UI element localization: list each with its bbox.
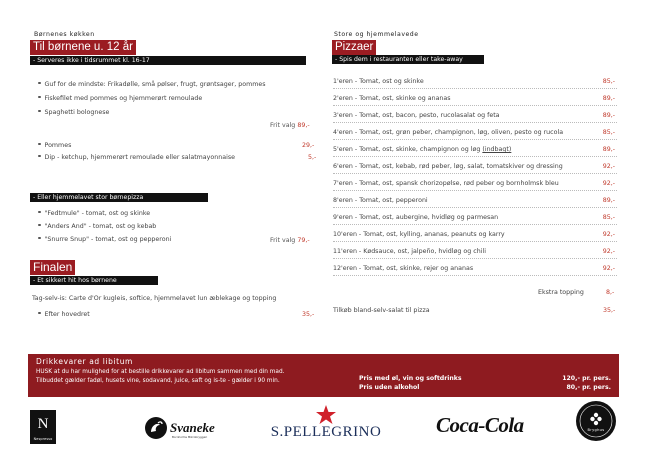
drinks-option-1-label: Pris med øl, vin og softdrinks — [359, 375, 462, 382]
bullet-icon — [38, 211, 41, 214]
svaneke-subtitle: Bornholms Mikrobryggeri — [172, 435, 208, 439]
kids-pizza-item: "Anders And" - tomat, ost og kebab — [38, 222, 156, 231]
pizza-title: Pizzaer — [332, 40, 376, 55]
kids-item: Spaghetti bolognese — [38, 108, 109, 117]
bryghus-badge-icon — [574, 398, 618, 444]
pizza-row: 12'eren - Tomat, ost, skinke, rejer og ananas 92,- — [333, 262, 617, 276]
red-star-icon — [315, 404, 337, 426]
drinks-option-1-price: 120,- pr. pers. — [562, 375, 611, 382]
pizza-row: 3'eren - Tomat, ost, bacon, pesto, rucolasalat og feta 89,- — [333, 109, 617, 123]
bullet-icon — [38, 312, 41, 315]
pizza-row: 10'eren - Tomat, ost, kylling, ananas, peanuts og karry 92,- — [333, 228, 617, 242]
bryghus-logo — [574, 398, 618, 444]
pellegrino-logo — [262, 404, 390, 444]
pizza-row: 6'eren - Tomat, ost, kebab, rød peber, løg, salat, tomatskiver og dressing 92,- — [333, 160, 617, 174]
swan-icon — [143, 416, 169, 440]
kids-pizza-item: "Fedtmule" - tomat, ost og skinke — [38, 209, 150, 218]
bullet-icon — [38, 155, 41, 158]
kids-title: Til børnene u. 12 år — [30, 40, 136, 55]
bullet-icon — [38, 224, 41, 227]
bryghus-wordmark: Bryghus — [587, 428, 605, 432]
kids-section-label: Børnenes køkken — [34, 31, 95, 38]
pizza-row: 8'eren - Tomat, ost, pepperoni 89,- — [333, 194, 617, 208]
finale-subtitle: - Et sikkert hit hos børnene — [30, 276, 158, 285]
bullet-icon — [38, 96, 41, 99]
nespresso-logo — [30, 410, 56, 444]
finale-description: Tag-selv-is: Carte d'Or kugleis, softice, hjemmelavet lun æblekage og topping — [32, 295, 277, 302]
salad-price: 35,- — [603, 307, 616, 314]
bullet-icon — [38, 143, 41, 146]
nespresso-wordmark: Nespresso — [33, 437, 53, 441]
svaneke-wordmark: Svaneke — [170, 420, 215, 435]
drinks-line-2: Tilbuddet gælder fadøl, husets vine, sodavand, juice, saft og is-te - gælder i 90 min. — [36, 378, 280, 384]
kids-item: Fiskefilet med pommes og hjemmerørt remoulade — [38, 94, 202, 103]
drinks-option-2-price: 80,- pr. pers. — [566, 384, 611, 391]
kids-extra-price: 29,- — [302, 142, 315, 149]
pellegrino-wordmark: S.PELLEGRINO — [270, 424, 382, 440]
kids-pizza-subtitle: - Eller hjemmelavet stor børnepizza — [30, 193, 208, 202]
pizza-row: 4'eren - Tomat, ost, grøn peber, champignon, løg, oliven, pesto og rucola 85,- — [333, 126, 617, 140]
drinks-option-2-label: Pris uden alkohol — [359, 384, 420, 391]
pizza-row: 1'eren - Tomat, ost og skinke 85,- — [333, 75, 617, 89]
bullet-icon — [38, 237, 41, 240]
pizza-row: 5'eren - Tomat, ost, skinke, champignon og løg (indbagt) 89,- — [333, 143, 617, 157]
pizza-subtitle: - Spis dem i restauranten eller take-away — [332, 55, 484, 64]
pizza-row: 11'eren - Kødsauce, ost, jalpeño, hvidløg og chili 92,- — [333, 245, 617, 259]
extra-topping-price: 8,- — [606, 289, 615, 296]
drinks-banner — [28, 354, 619, 397]
drinks-title: Drikkevarer ad libitum — [36, 357, 133, 366]
bullet-icon — [38, 82, 41, 85]
kids-free-choice-2: Frit valg 79,- — [270, 237, 310, 244]
cocacola-wordmark: Coca-Cola — [436, 413, 524, 437]
nespresso-n-icon: N — [37, 416, 49, 432]
kids-subtitle: - Serveres ikke i tidsrummet kl. 16-17 — [30, 56, 306, 65]
extra-topping-label: Ekstra topping — [538, 289, 584, 296]
kids-free-choice-1: Frit valg 89,- — [270, 122, 310, 129]
kids-extra-price: 5,- — [308, 154, 317, 161]
pizza-row: 9'eren - Tomat, ost, aubergine, hvidløg og parmesan 85,- — [333, 211, 617, 225]
cocacola-logo — [436, 413, 524, 443]
drinks-line-1: HUSK at du har mulighed for at bestille drikkevarer ad libitum sammen med din mad. — [36, 369, 285, 375]
kids-item: Guf for de mindste: Frikadølle, små pølser, frugt, grøntsager, pommes — [38, 80, 266, 89]
pizza-row: 7'eren - Tomat, ost, spansk chorizopølse, rød peber og bornholmsk bleu 92,- — [333, 177, 617, 191]
finale-title: Finalen — [30, 260, 75, 275]
finale-item: Efter hovedret — [38, 310, 90, 319]
kids-pizza-item: "Snurre Snup" - tomat, ost og pepperoni — [38, 235, 171, 244]
indbagt-label: (indbagt) — [482, 146, 512, 153]
kids-extra: Pommes — [38, 141, 71, 150]
pizza-row: 2'eren - Tomat, ost, skinke og ananas 89,- — [333, 92, 617, 106]
pizza-section-label: Store og hjemmelavede — [334, 31, 419, 38]
bullet-icon — [38, 110, 41, 113]
finale-price: 35,- — [302, 311, 315, 318]
kids-extra: Dip - ketchup, hjemmerørt remoulade eller salatmayonnaise — [38, 153, 235, 162]
svaneke-logo — [143, 416, 227, 442]
salad-label: Tilkøb bland-selv-salat til pizza — [333, 307, 430, 314]
